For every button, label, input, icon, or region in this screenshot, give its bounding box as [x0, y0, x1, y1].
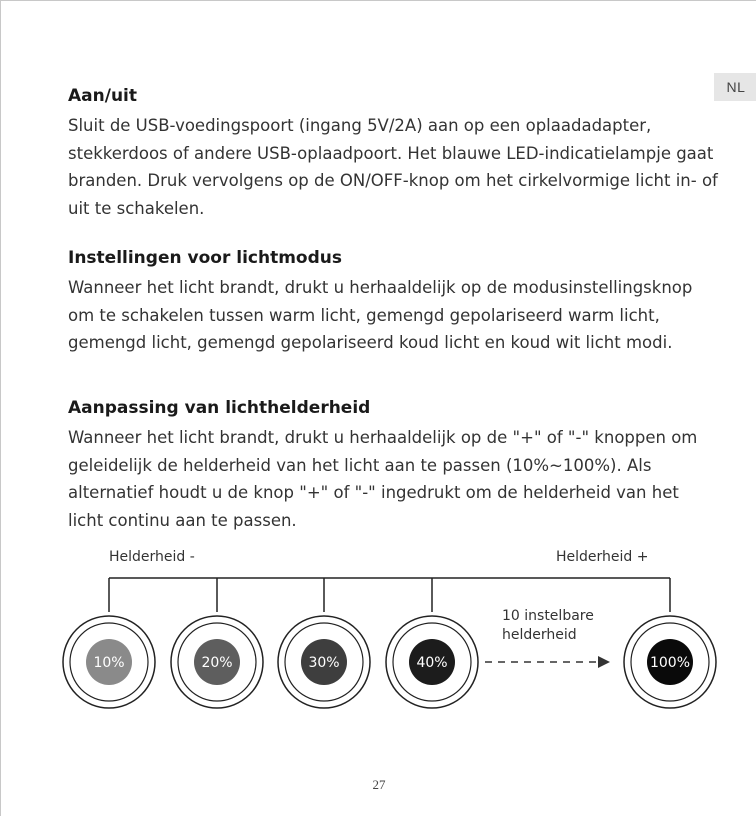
level-label: 10% [93, 655, 125, 671]
body-line: gemengd licht, gemengd gepolariseerd koud licht en koud wit licht modi. [68, 333, 673, 352]
body-line: om te schakelen tussen warm licht, gemengd gepolariseerd warm licht, [68, 305, 660, 325]
brightness-level-30 [278, 616, 370, 708]
body-line: Sluit de USB-voedingspoort (ingang 5V/2A) aan op een oplaadadapter, [68, 116, 652, 135]
language-tab: NL [714, 73, 756, 101]
body-line: licht continu aan te passen. [68, 510, 297, 530]
brightness-level-100 [624, 616, 716, 708]
level-label: 30% [308, 655, 340, 671]
section-heading: Aan/uit [68, 86, 137, 106]
brightness-minus-label: Helderheid - [109, 549, 195, 565]
section-heading: Instellingen voor lichtmodus [68, 248, 342, 268]
body-line: Wanneer het licht brandt, drukt u herhaaldelijk op de modusinstellingsknop [68, 278, 693, 297]
body-line: uit te schakelen. [68, 198, 205, 218]
body-line: stekkerdoos of andere USB-oplaadpoort. Het blauwe LED-indicatielampje gaat [68, 143, 714, 163]
adjustable-levels-note-line1: 10 instelbare [502, 608, 594, 624]
body-line: alternatief houdt u de knop "+" of "-" ingedrukt om de helderheid van het [68, 483, 679, 502]
brightness-diagram [1, 1, 756, 816]
level-label: 40% [416, 655, 448, 671]
body-line: Wanneer het licht brandt, drukt u herhaaldelijk op de "+" of "-" knoppen om [68, 428, 698, 447]
brightness-plus-label: Helderheid + [556, 549, 649, 565]
adjustable-levels-note-line2: helderheid [502, 627, 577, 643]
brightness-level-10 [63, 616, 155, 708]
body-line: branden. Druk vervolgens op de ON/OFF-knop om het cirkelvormige licht in- of [68, 171, 718, 190]
brightness-level-40 [386, 616, 478, 708]
section-heading: Aanpassing van lichthelderheid [68, 398, 371, 418]
level-label: 100% [649, 655, 691, 671]
brightness-level-20 [171, 616, 263, 708]
body-line: geleidelijk de helderheid van het licht aan te passen (10%~100%). Als [68, 455, 652, 475]
page-number: 27 [372, 777, 386, 792]
level-label: 20% [201, 655, 233, 671]
